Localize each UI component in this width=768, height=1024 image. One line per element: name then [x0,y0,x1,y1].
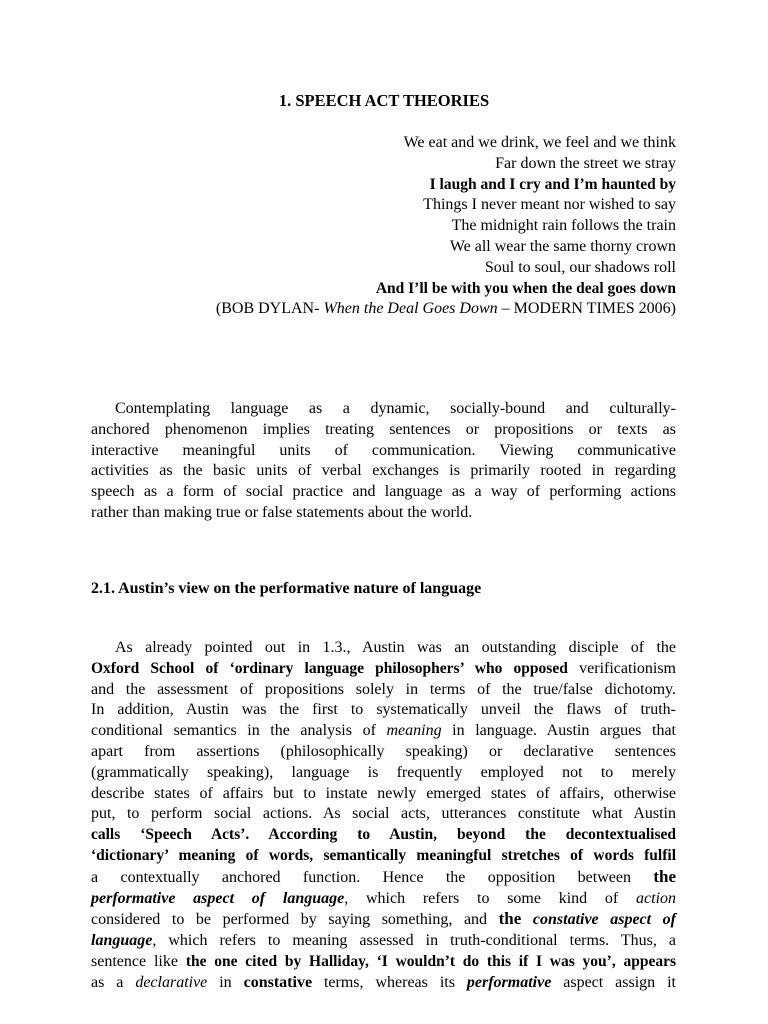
paragraph-line [91,909,676,931]
emphasis-text: constative [243,973,313,991]
paragraph-line: activities as the basic units of verbal exchanges is primarily rooted in regarding [91,462,676,480]
section-heading: 2.1. Austin’s view on the performative nature of language [91,580,482,597]
section-paragraph [91,638,676,994]
italic-term: meaning [386,722,442,740]
italic-term: declarative [135,973,208,991]
paragraph-line: anchored phenomenon implies treating sentences or propositions or texts as [91,420,676,438]
paragraph-line: put, to perform social actions. As social acts, utterances constitute what Austin [91,805,676,823]
paragraph-line: interactive meaningful units of communication. Viewing communicative [91,441,676,459]
italic-term: language [91,932,153,950]
text-run: aspect assign it [551,973,676,991]
text-run: in language. Austin argues that [441,722,676,740]
citation-song-title: When the Deal Goes Down [323,300,498,318]
paragraph-line [91,867,676,889]
paragraph-line [91,659,676,680]
paragraph-line: and the assessment of propositions solely in terms of the true/false dichotomy. [91,680,676,698]
paragraph-line: ‘dictionary’ meaning of words, semantically meaningful stretches of words fulfil [91,846,676,864]
italic-term: action [636,889,677,907]
emphasis-text: the [498,909,522,929]
paragraph-line [91,931,676,952]
epigraph-line: Far down the street we stray [495,154,676,172]
paragraph-line: describe states of affairs but to instate newly emerged states of affairs, otherwise [91,784,676,802]
text-run [521,911,533,928]
epigraph [76,133,676,320]
text-run: a contextually anchored function. Hence the opposition between [91,868,654,886]
paragraph-line [91,952,676,973]
emphasis-text: the [653,866,676,886]
citation-prefix: (BOB DYLAN- [215,300,324,318]
text-run: in [207,973,244,991]
paragraph-line: apart from assertions (philosophically speaking) or declarative sentences [91,742,676,760]
emphasis-text: Oxford School of ‘ordinary language philosophers’ who opposed [91,659,568,677]
emphasis-text: the one cited by Halliday, ‘I wouldn’t do this if I was you’, appears [185,952,676,970]
epigraph-line: I laugh and I cry and I’m haunted by [429,175,676,193]
text-run: sentence like [91,952,186,970]
text-run: , which refers to meaning assessed in truth-conditional terms. Thus, a [152,932,676,950]
paragraph-line: As already pointed out in 1.3., Austin was an outstanding disciple of the [115,639,676,656]
epigraph-line: Soul to soul, our shadows roll [484,258,676,276]
text-run: terms, whereas its [312,973,467,991]
paragraph-line: (grammatically speaking), language is frequently employed not to merely [91,763,676,781]
text-run: as a [91,973,136,991]
intro-paragraph [91,399,676,524]
paragraph-line [91,721,676,742]
paragraph-line: rather than making true or false statements about the world. [91,503,473,521]
epigraph-line: We all wear the same thorny crown [449,237,676,255]
text-run: considered to be performed by saying something, and [91,911,499,929]
italic-term: performative aspect of language [91,889,345,907]
epigraph-line: Things I never meant nor wished to say [423,196,676,214]
epigraph-line: The midnight rain follows the train [451,217,676,235]
paragraph-line: In addition, Austin was the first to systematically unveil the flaws of truth- [91,701,676,719]
text-run: verificationism [567,659,677,677]
paragraph-line: Contemplating language as a dynamic, socially-bound and culturally- [115,400,676,417]
paragraph-line [91,889,676,910]
italic-term: constative aspect of [532,911,677,929]
paragraph-line: calls ‘Speech Acts’. According to Austin, beyond the decontextualised [91,826,676,844]
text-run: , which refers to some kind of [344,889,637,907]
citation-suffix: – MODERN TIMES 2006) [497,300,676,318]
italic-term: performative [466,973,552,991]
chapter-heading: 1. SPEECH ACT THEORIES [278,91,490,110]
epigraph-citation [76,299,676,320]
epigraph-line: We eat and we drink, we feel and we think [403,134,676,151]
paragraph-line: speech as a form of social practice and language as a way of performing actions [91,483,676,501]
text-run: conditional semantics in the analysis of [91,722,387,740]
epigraph-line: And I’ll be with you when the deal goes down [375,279,676,297]
paragraph-line [91,973,676,994]
